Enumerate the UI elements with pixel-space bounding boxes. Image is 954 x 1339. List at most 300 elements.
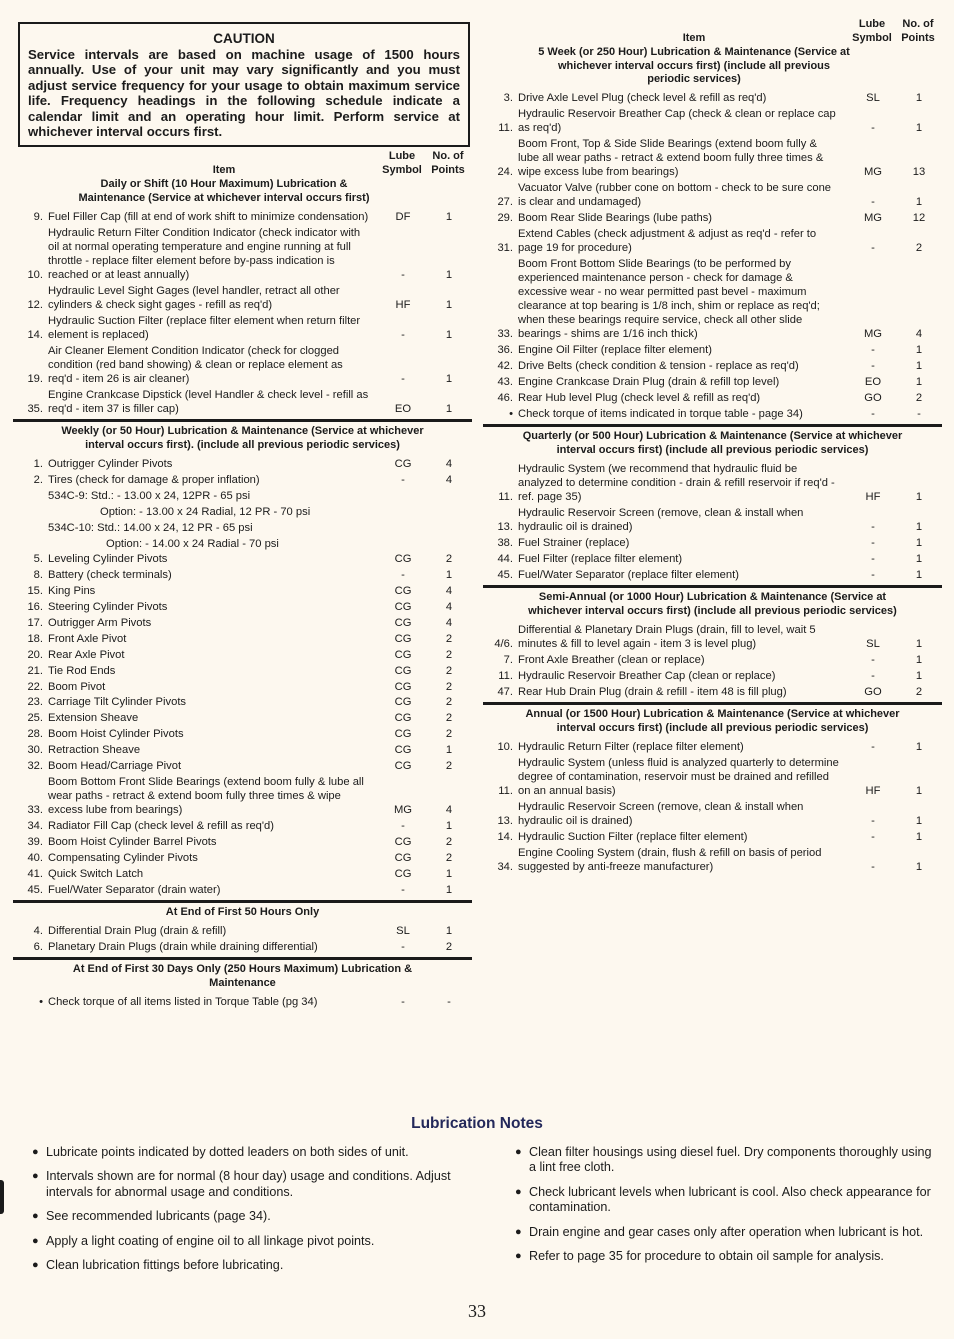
point-count: 1 (915, 860, 923, 873)
table-row (483, 623, 942, 651)
table-row (483, 756, 942, 798)
note-item (32, 1209, 462, 1224)
item-number: 44. (497, 552, 513, 565)
schedule-section (13, 957, 472, 1009)
point-count: 1 (915, 552, 923, 565)
lube-symbol: - (871, 344, 875, 357)
bullet-icon: ● (32, 1259, 39, 1272)
item-number: 45. (27, 883, 43, 896)
section-title: Semi-Annual (or 1000 Hour) Lubrication & Maintenance (Service at whichever interval occurs first) (include all previous periodic services) (528, 590, 897, 617)
item-number: 31. (497, 242, 513, 255)
item-description: Outrigger Arm Pivots (48, 617, 152, 630)
item-number: 12. (27, 298, 43, 311)
table-row (483, 536, 942, 550)
table-row (13, 521, 472, 535)
table-row (13, 473, 472, 487)
table-row (483, 343, 942, 357)
lube-symbol: EO (394, 403, 412, 416)
item-number: 39. (27, 835, 43, 848)
table-row (13, 743, 472, 757)
points-header: No. of Points (431, 150, 465, 177)
item-description: Boom Pivot (48, 680, 106, 693)
item-description: Rear Hub level Plug (check level & refill as req'd) (518, 392, 761, 405)
lube-symbol: HF (865, 784, 881, 797)
point-count: 1 (915, 491, 923, 504)
table-row (13, 695, 472, 709)
schedule-section (483, 585, 942, 699)
lube-symbol: SL (866, 92, 880, 105)
lube-symbol: - (871, 521, 875, 534)
lube-symbol: MG (863, 166, 883, 179)
item-description: Engine Crankcase Drain Plug (drain & refill top level) (518, 376, 780, 389)
item-description: Boom Front, Top & Side Slide Bearings (extend boom fully & lube all wear paths - retract & extend boom fully three times & wipe excess lube from bearings) (518, 138, 824, 179)
item-description: Differential Drain Plug (drain & refill) (48, 924, 227, 937)
item-number: 29. (497, 212, 513, 225)
note-text: Clean lubrication fittings before lubricating. (46, 1258, 284, 1273)
point-count: 4 (445, 474, 453, 487)
item-description: Outrigger Cylinder Pivots (48, 458, 173, 471)
lube-symbol: - (401, 940, 405, 953)
table-row (13, 819, 472, 833)
lube-symbol: CG (394, 867, 412, 880)
schedule-section (483, 702, 942, 874)
item-number: 2. (33, 474, 43, 487)
item-description: Engine Crankcase Dipstick (level Handler & check level - refill as req'd - item 37 is filler cap) (48, 388, 369, 416)
table-row (483, 407, 942, 421)
point-count: 13 (912, 166, 926, 179)
bullet-icon: ● (515, 1146, 522, 1158)
point-count: 1 (915, 376, 923, 389)
point-count: 1 (445, 298, 453, 311)
caution-box (18, 22, 470, 147)
point-count: 4 (445, 804, 453, 817)
item-number: 41. (27, 867, 43, 880)
item-description: Drive Axle Level Plug (check level & refill as req'd) (518, 92, 767, 105)
table-row (483, 568, 942, 582)
section-title: 5 Week (or 250 Hour) Lubrication & Maintenance (Service at whichever interval occurs first) (include all previous periodic services) (538, 45, 850, 86)
item-description: Hydraulic Level Sight Gages (level handler, retract all other cylinders & check sight gages - refill as req'd) (48, 284, 340, 311)
table-row (13, 226, 472, 282)
note-item (32, 1169, 462, 1200)
item-description: Hydraulic System (we recommend that hydraulic fluid be analyzed to determine condition - drain & refill reservoir if req'd - ref. page 35) (518, 463, 835, 504)
table-row (13, 552, 472, 566)
lube-symbol: - (871, 537, 875, 550)
lube-symbol: - (401, 995, 405, 1008)
item-description: Fuel/Water Separator (replace filter element) (518, 568, 739, 581)
point-count: 1 (445, 210, 453, 223)
table-row (13, 883, 472, 897)
item-number: 33. (497, 328, 513, 341)
item-description: Check torque of all items listed in Torque Table (pg 34) (48, 995, 318, 1008)
lube-symbol-header: Lube Symbol (382, 150, 422, 177)
item-number: 19. (27, 373, 43, 386)
item-number: 45. (497, 568, 513, 581)
note-text: Drain engine and gear cases only after operation when lubricant is hot. (529, 1224, 924, 1239)
table-row (483, 800, 942, 828)
point-count: 1 (445, 569, 453, 582)
item-number: 10. (27, 269, 43, 281)
lube-symbol: - (401, 820, 405, 833)
item-description: Hydraulic Reservoir Breather Cap (check & clean or replace cap as req'd) (518, 108, 836, 135)
item-description: Fuel Filler Cap (fill at end of work shift to minimize condensation) (48, 210, 369, 223)
table-row (13, 584, 472, 598)
table-row (483, 137, 942, 179)
lube-symbol: CG (394, 617, 412, 630)
lube-symbol: - (871, 568, 875, 581)
bullet-icon: ● (32, 1146, 39, 1158)
item-description: Engine Cooling System (drain, flush & refill on basis of period suggested by anti-freeze manufacturer) (518, 846, 822, 873)
note-text: Refer to page 35 for procedure to obtain oil sample for analysis. (529, 1249, 884, 1264)
notes-title: Lubrication Notes (411, 1115, 543, 1132)
point-count: - (917, 407, 921, 420)
item-description: Compensating Cylinder Pivots (48, 851, 198, 864)
schedule-section (483, 424, 942, 582)
note-text: Clean filter housings using diesel fuel. Dry components thoroughly using a lint free cloth. (529, 1145, 932, 1175)
table-row (13, 632, 472, 646)
item-number: 42. (497, 360, 513, 373)
item-description: 534C-10: Std.: 14.00 x 24, 12 PR - 65 psi (48, 521, 253, 534)
item-description: Differential & Planetary Drain Plugs (drain, fill to level, wait 5 minutes & fill to level again - item 3 is level plug) (518, 623, 816, 651)
note-text: Check lubricant levels when lubricant is cool. Also check appearance for contamination. (529, 1184, 931, 1215)
note-text: Lubricate points indicated by dotted leaders on both sides of unit. (46, 1145, 409, 1159)
item-description: Rear Hub Drain Plug (drain & refill - item 48 is fill plug) (518, 685, 787, 698)
item-description: Extension Sheave (48, 712, 139, 725)
table-row (483, 740, 942, 754)
schedule-header (13, 152, 472, 209)
point-count: 2 (445, 835, 453, 848)
lube-symbol: - (401, 883, 405, 896)
item-number: 4. (33, 924, 43, 937)
lube-symbol: - (871, 860, 875, 873)
lube-symbol: CG (394, 632, 412, 645)
table-row (483, 211, 942, 225)
item-number: 17. (27, 617, 43, 630)
note-item (32, 1258, 462, 1273)
point-count: 2 (445, 648, 453, 661)
point-count: 4 (445, 617, 453, 630)
note-item (32, 1234, 462, 1249)
item-description: Check torque of items indicated in torque table - page 34) (518, 407, 803, 420)
point-count: 4 (445, 585, 453, 598)
item-number: 9. (33, 210, 43, 223)
table-row (483, 552, 942, 566)
point-count: 2 (445, 760, 453, 773)
bullet-icon: ● (32, 1210, 39, 1223)
bullet-icon: ● (32, 1234, 39, 1247)
table-row (13, 600, 472, 614)
item-description: Fuel Strainer (replace) (518, 537, 630, 550)
table-row (483, 506, 942, 534)
item-number: 14. (27, 328, 43, 341)
bullet-icon: ● (515, 1250, 522, 1263)
table-row (13, 711, 472, 725)
table-row (13, 210, 472, 224)
item-number: 3. (503, 92, 513, 105)
left-column (13, 22, 472, 1011)
note-text: Intervals shown are for normal (8 hour day) usage and conditions. Adjust intervals for abnormal usage and conditions. (46, 1169, 451, 1199)
table-row (483, 107, 942, 135)
point-count: 1 (915, 537, 923, 550)
item-description: Hydraulic Reservoir Screen (remove, clean & install when hydraulic oil is drained) (518, 800, 804, 827)
item-description: Front Axle Pivot (48, 632, 127, 645)
lube-symbol: - (871, 122, 875, 135)
table-row (483, 830, 942, 844)
lube-symbol: CG (394, 712, 412, 725)
lube-symbol: CG (394, 696, 412, 709)
lube-symbol: SL (396, 924, 410, 937)
item-number: 33. (27, 804, 43, 817)
lube-symbol: - (871, 814, 875, 827)
note-item (515, 1249, 935, 1264)
item-number: 28. (27, 728, 43, 741)
item-description: Planetary Drain Plugs (drain while draining differential) (48, 940, 318, 953)
table-row (13, 616, 472, 630)
table-row (13, 727, 472, 741)
point-count: 2 (445, 851, 453, 864)
item-description: Fuel Filter (replace filter element) (518, 552, 683, 565)
item-description: Carriage Tilt Cylinder Pivots (48, 696, 187, 709)
item-number: 11. (498, 784, 513, 797)
point-count: 12 (912, 212, 926, 225)
item-number: 6. (33, 940, 43, 953)
table-row (13, 537, 472, 551)
lube-symbol: - (401, 474, 405, 487)
item-number: 40. (27, 851, 43, 864)
item-number: 1. (33, 458, 43, 471)
lube-symbol: - (871, 830, 875, 843)
item-number: 11. (498, 122, 513, 135)
table-row (13, 940, 472, 954)
table-row (13, 648, 472, 662)
item-description: Extend Cables (check adjustment & adjust as req'd - refer to page 19 for procedure) (518, 228, 817, 255)
item-number: 34. (497, 860, 513, 873)
bullet-icon: ● (32, 1170, 39, 1183)
item-description: King Pins (48, 585, 96, 598)
item-description: Hydraulic Return Filter (replace filter element) (518, 740, 744, 753)
table-row (13, 775, 472, 817)
item-number: 4/6. (494, 638, 513, 651)
table-row (13, 284, 472, 312)
item-number: 11. (498, 669, 513, 682)
point-count: 1 (915, 92, 923, 105)
point-count: 1 (915, 784, 923, 797)
point-count: 2 (445, 664, 453, 677)
point-count: 1 (915, 814, 923, 827)
points-header: No. of Points (901, 18, 935, 44)
point-count: 1 (445, 820, 453, 833)
table-row (13, 759, 472, 773)
item-description: Engine Oil Filter (replace filter element) (518, 344, 712, 357)
bullet-icon: ● (515, 1185, 522, 1198)
point-count: 1 (915, 669, 923, 682)
item-number: 16. (27, 601, 43, 614)
point-count: 1 (915, 830, 923, 843)
table-row (483, 257, 942, 342)
lube-symbol: - (871, 196, 875, 209)
caution-text: Service intervals are based on machine usage of 1500 hours annually. Use of your unit may vary significantly and you must adjust service frequency for your usage to obtain maximum service life. Frequency headings in the following schedule indicate a calendar limit and an operating hour limit. Perform service at whichever interval occurs first. (28, 47, 460, 140)
lube-symbol: - (401, 269, 405, 281)
item-number: 21. (27, 664, 43, 677)
item-header: Item (682, 32, 706, 44)
item-description: Boom Bottom Front Slide Bearings (extend boom fully & lube all wear paths - retract & extend boom fully three times & wipe excess lube from bearings) (48, 775, 364, 817)
notes-right-column (515, 1145, 935, 1273)
item-description: Boom Head/Carriage Pivot (48, 760, 182, 773)
point-count: 2 (915, 242, 923, 255)
item-description: Boom Hoist Cylinder Pivots (48, 728, 184, 741)
bullet-icon: ● (515, 1225, 522, 1238)
item-description: Quick Switch Latch (48, 867, 144, 880)
point-count: 1 (445, 373, 453, 386)
lube-symbol: CG (394, 744, 412, 757)
table-row (483, 462, 942, 504)
note-item (515, 1225, 935, 1240)
point-count: 1 (445, 403, 453, 416)
item-description: Hydraulic Return Filter Condition Indicator (check indicator with oil at normal operating temperature and engine running at full throttle - replace filter element before by-pass indication is reached or at least annually) (48, 226, 361, 281)
table-row (483, 685, 942, 699)
item-number: 11. (498, 491, 513, 504)
table-row (13, 851, 472, 865)
item-description: Battery (check terminals) (48, 569, 172, 582)
section-title: Weekly (or 50 Hour) Lubrication & Maintenance (Service at whichever interval occurs first). (include all previous periodic services) (61, 425, 424, 452)
point-count: - (447, 995, 451, 1008)
item-number: 8. (33, 569, 43, 582)
lube-symbol: CG (394, 680, 412, 693)
lube-symbol: EO (864, 376, 882, 389)
right-schedule (483, 20, 942, 874)
table-row (13, 314, 472, 342)
point-count: 1 (915, 122, 923, 135)
table-row (13, 924, 472, 938)
section-title: Daily or Shift (10 Hour Maximum) Lubrication & Maintenance (Service at whichever interval occurs first) (78, 178, 370, 205)
item-number: 7. (503, 653, 513, 666)
table-row (13, 489, 472, 503)
point-count: 1 (445, 744, 453, 757)
item-number: 43. (497, 376, 513, 389)
table-row (483, 181, 942, 209)
item-description: Leveling Cylinder Pivots (48, 553, 168, 566)
item-description: Hydraulic Suction Filter (replace filter element) (518, 830, 748, 843)
lube-symbol: CG (394, 760, 412, 773)
item-description: Front Axle Breather (clean or replace) (518, 653, 705, 666)
point-count: 1 (915, 360, 923, 373)
lube-symbol: - (871, 360, 875, 373)
lube-symbol: DF (395, 210, 411, 223)
item-description: Hydraulic Suction Filter (replace filter element when return filter element is replaced) (48, 314, 361, 341)
point-count: 1 (445, 867, 453, 880)
point-count: 4 (915, 328, 923, 341)
point-count: 2 (915, 685, 923, 698)
item-description: Hydraulic Reservoir Breather Cap (clean or replace) (518, 669, 776, 682)
lube-symbol: MG (393, 804, 413, 817)
lube-symbol: CG (394, 664, 412, 677)
item-number: 23. (27, 696, 43, 709)
point-count: 2 (445, 553, 453, 566)
table-row (483, 91, 942, 105)
table-row (13, 344, 472, 386)
item-number: 22. (27, 680, 43, 693)
lube-symbol: MG (863, 328, 883, 341)
point-count: 2 (445, 712, 453, 725)
table-row (13, 995, 472, 1009)
schedule-section (13, 900, 472, 954)
lube-symbol: CG (394, 728, 412, 741)
item-description: Hydraulic Reservoir Screen (remove, clean & install when hydraulic oil is drained) (518, 507, 804, 534)
table-row (483, 669, 942, 683)
lube-symbol: GO (864, 685, 882, 698)
right-column (483, 20, 942, 876)
section-title: At End of First 50 Hours Only (165, 905, 320, 918)
point-count: 1 (915, 740, 923, 753)
note-item (515, 1185, 935, 1216)
table-row (13, 505, 472, 519)
item-number: • (39, 995, 43, 1008)
item-number: 13. (497, 814, 513, 827)
item-description: Boom Rear Slide Bearings (lube paths) (518, 212, 713, 225)
item-number: 27. (497, 196, 513, 209)
item-number: 14. (497, 830, 513, 843)
point-count: 1 (915, 653, 923, 666)
item-number: 35. (27, 403, 43, 416)
item-description: Drive Belts (check condition & tension - replace as req'd) (518, 360, 799, 373)
note-text: See recommended lubricants (page 34). (46, 1209, 271, 1224)
table-row (483, 846, 942, 874)
section-title: Quarterly (or 500 Hour) Lubrication & Maintenance (Service at whichever interval occurs first) (include all previous periodic services) (522, 430, 903, 457)
caution-title: CAUTION (213, 31, 275, 46)
table-row (13, 835, 472, 849)
point-count: 1 (445, 883, 453, 896)
lube-symbol: MG (863, 212, 883, 225)
lube-symbol: CG (394, 585, 412, 598)
point-count: 2 (915, 392, 923, 405)
table-row (483, 227, 942, 255)
item-description: Option: - 13.00 x 24 Radial, 12 PR - 70 psi (100, 505, 311, 518)
lube-symbol: - (401, 328, 405, 341)
item-description: Steering Cylinder Pivots (48, 601, 168, 614)
note-item (515, 1145, 935, 1176)
item-number: • (509, 407, 513, 420)
lube-symbol: - (871, 653, 875, 666)
item-description: Hydraulic System (unless fluid is analyzed quarterly to determine degree of contamination, reservoir must be drained and refilled on an annual basis) (518, 756, 839, 797)
point-count: 1 (445, 924, 453, 937)
point-count: 2 (445, 728, 453, 741)
lube-symbol: SL (866, 638, 880, 651)
item-description: Retraction Sheave (48, 744, 141, 757)
lube-symbol: - (401, 569, 405, 582)
lube-symbol: - (871, 242, 875, 255)
point-count: 1 (445, 328, 453, 341)
item-number: 24. (497, 166, 513, 179)
table-row (13, 568, 472, 582)
lube-symbol: GO (864, 392, 882, 405)
item-number: 10. (497, 740, 513, 753)
item-description: 534C-9: Std.: - 13.00 x 24, 12PR - 65 psi (48, 489, 251, 502)
point-count: 1 (915, 638, 923, 651)
item-description: Fuel/Water Separator (drain water) (48, 883, 221, 896)
item-number: 5. (33, 553, 43, 566)
notes-left-column (32, 1145, 462, 1282)
lube-symbol-header: Lube Symbol (852, 18, 892, 44)
point-count: 2 (445, 696, 453, 709)
item-description: Tires (check for damage & proper inflation) (48, 474, 260, 487)
point-count: 1 (915, 568, 923, 581)
binding-mark (0, 1180, 4, 1214)
lube-symbol: - (871, 669, 875, 682)
item-description: Vacuator Valve (rubber cone on bottom - check to be sure cone is clear and undamaged) (518, 182, 832, 209)
point-count: 1 (915, 344, 923, 357)
left-schedule (13, 152, 472, 1008)
lube-symbol: - (401, 373, 405, 386)
item-number: 38. (497, 537, 513, 550)
